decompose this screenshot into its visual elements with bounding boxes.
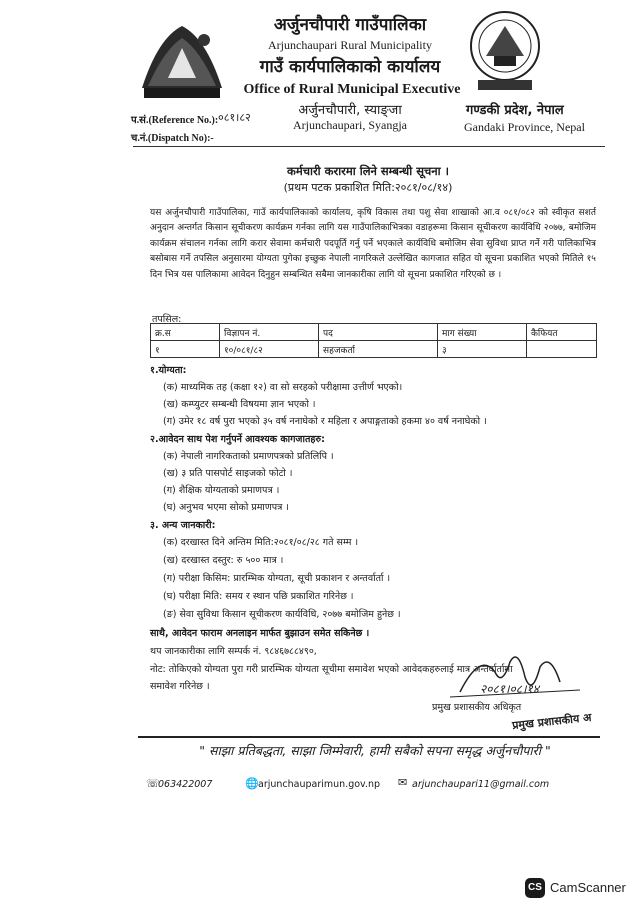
phone-number: 063422007 xyxy=(158,779,213,790)
online-application-note: साथै, आवेदन फाराम अनलाइन मार्फत बुझाउन समेत सकिनेछ । xyxy=(150,628,370,639)
notice-paragraph: यस अर्जुनचौपारी गाउँपालिका, गाउँ कार्यपालिकाको कार्यालय, कृषि विकास तथा पशु सेवा शाखाको आ.व ०८१/०८२ को स्वीकृत सशर्त अनुदान अन्तर्गत किसान सूचीकरण कार्यक्रम गर्नका लागि यस गाउँपालिकाभित्रका वडाहरूमा किसान सूचीकरण कार्यविधि २०७७, बमोजिम कार्यक्रम संचालन गर्नका लागि करार सेवामा कर्मचारी पदपूर्ति गर्नु पर्ने भएकाले कार्यविधि बमोजिम सेवा सुविधा प्राप्त गर्ने गरी पालिकाभित्र बसोबास गर्ने तपसिल अनुसारमा योग्यता पुगेका इच्छुक नेपाली नागरिकले उल्लेखित कागजात सहित यो सूचना प्रकाशित भएको मितिले १५ दिन भित्र यस पालिकामा आवेदन दिनुहुन सम्बन्धित सबैमा जानकारीका लागि यो सूचना प्रकाशित गरिएको छ । xyxy=(150,208,596,280)
camscanner-logo-icon: CS xyxy=(525,878,545,898)
office-name-english: Office of Rural Municipal Executive xyxy=(243,82,461,97)
vacancy-table xyxy=(150,323,597,358)
note-line-1: नोट: तोकिएको योग्यता पुरा गरी प्रारम्भिक योग्यता सूचीमा समावेश भएको आवेदकहरुलाई मात्र अन्तर्वार्तामा xyxy=(150,664,513,675)
province-english: Gandaki Province, Nepal xyxy=(464,120,585,134)
list-item: (ख) ३ प्रति पासपोर्ट साइजको फोटो । xyxy=(163,468,293,479)
section-qualification-title: १.योग्यता: xyxy=(150,365,187,376)
list-item: (ख) दरखास्त दस्तुर: रु ५०० मात्र । xyxy=(163,555,284,566)
table-cell: सहजकर्ता xyxy=(319,341,438,358)
table-header-row xyxy=(151,324,597,341)
note-line-2: समावेश गरिनेछ । xyxy=(150,681,210,692)
header-divider xyxy=(133,146,605,147)
table-cell: १ xyxy=(151,341,220,358)
gandaki-province-logo xyxy=(468,8,542,92)
footer-divider xyxy=(138,736,600,738)
office-name-nepali: गाउँ कार्यपालिकाको कार्यालय xyxy=(259,57,441,77)
slogan: " साझा प्रतिबद्धता, साझा जिम्मेवारी, हामी सबैको सपना समृद्ध अर्जुनचौपारी " xyxy=(199,743,551,758)
contact-number-line: थप जानकारीका लागि सम्पर्क नं. ९८४६७८८४९०, xyxy=(150,646,317,657)
list-item: (क) नेपाली नागरिकताको प्रमाणपत्रको प्रतिलिपि । xyxy=(163,451,334,462)
email-address[interactable]: arjunchaupari11@gmail.com xyxy=(412,779,550,790)
municipality-name-english: Arjunchaupari Rural Municipality xyxy=(268,38,432,52)
notice-subtitle: (प्रथम पटक प्रकाशित मिति:२०८१/०८/१४) xyxy=(283,181,453,194)
email-icon: ✉ xyxy=(398,776,408,789)
reference-value: ०८१।८२ xyxy=(218,111,251,124)
table-row xyxy=(151,341,597,358)
location-english: Arjunchaupari, Syangja xyxy=(293,118,407,132)
table-header: पद xyxy=(319,324,438,341)
list-item: (घ) अनुभव भएमा सोको प्रमाणपत्र । xyxy=(163,502,289,513)
notice-title: कर्मचारी करारमा लिने सम्बन्धी सूचना । xyxy=(286,164,450,178)
office-stamp: प्रमुख प्रशासकीय अ xyxy=(511,710,593,733)
schedule-label: तपसिल: xyxy=(152,314,182,325)
location-nepali: अर्जुनचौपारी, स्याङ्जा xyxy=(298,103,402,118)
phone-icon: ☏ xyxy=(146,777,160,790)
reference-label: प.सं.(Reference No.): xyxy=(131,115,219,126)
signatory-title: प्रमुख प्रशासकीय अधिकृत xyxy=(432,702,522,713)
table-header: विज्ञापन नं. xyxy=(220,324,319,341)
table-header: माग संख्या xyxy=(438,324,527,341)
list-item: (ग) परीक्षा किसिम: प्रारम्भिक योग्यता, सूची प्रकाशन र अन्तर्वार्ता । xyxy=(163,573,391,584)
table-cell: १०/०८१/८२ xyxy=(220,341,319,358)
list-item: (क) दरखास्त दिने अन्तिम मिति:२०८१/०८/२८ गते सम्म । xyxy=(163,537,359,548)
dispatch-label: च.नं.(Dispatch No):- xyxy=(131,133,214,144)
list-item: (ग) शैक्षिक योग्यताको प्रमाणपत्र । xyxy=(163,485,280,496)
list-item: (घ) परीक्षा मिति: समय र स्थान पछि प्रकाशित गरिनेछ । xyxy=(163,591,354,602)
list-item: (क) माध्यमिक तह (कक्षा १२) वा सो सरहको परीक्षामा उत्तीर्ण भएको। xyxy=(163,382,403,393)
signature-date: २०८१।०८।१४ xyxy=(480,682,540,696)
table-header: कैफियत xyxy=(527,324,597,341)
table-cell: ३ xyxy=(438,341,527,358)
province-nepali: गण्डकी प्रदेश, नेपाल xyxy=(466,103,564,118)
table-header: क्र.स xyxy=(151,324,220,341)
list-item: (ख) कम्प्युटर सम्बन्धी विषयमा ज्ञान भएको । xyxy=(163,399,316,410)
section-documents-title: २.आवेदन साथ पेश गर्नुपर्ने आवश्यक कागजातहरु: xyxy=(150,434,325,445)
website-link[interactable]: arjunchauparimun.gov.np xyxy=(258,779,381,790)
table-cell xyxy=(527,341,597,358)
camscanner-watermark: CamScanner xyxy=(550,880,626,895)
nepal-emblem-logo xyxy=(138,18,226,104)
list-item: (ग) उमेर १८ वर्ष पुरा भएको ३५ वर्ष ननाघेको र महिला र अपाङ्गताको हकमा ४० वर्ष ननाघेको । xyxy=(163,416,487,427)
list-item: (ङ) सेवा सुविधा किसान सूचीकरण कार्यविधि, २०७७ बमोजिम हुनेछ । xyxy=(163,609,401,620)
municipality-name-nepali: अर्जुनचौपारी गाउँपालिका xyxy=(273,15,427,35)
section-other-info-title: ३. अन्य जानकारी: xyxy=(150,520,216,531)
website-icon: 🌐 xyxy=(245,777,259,790)
